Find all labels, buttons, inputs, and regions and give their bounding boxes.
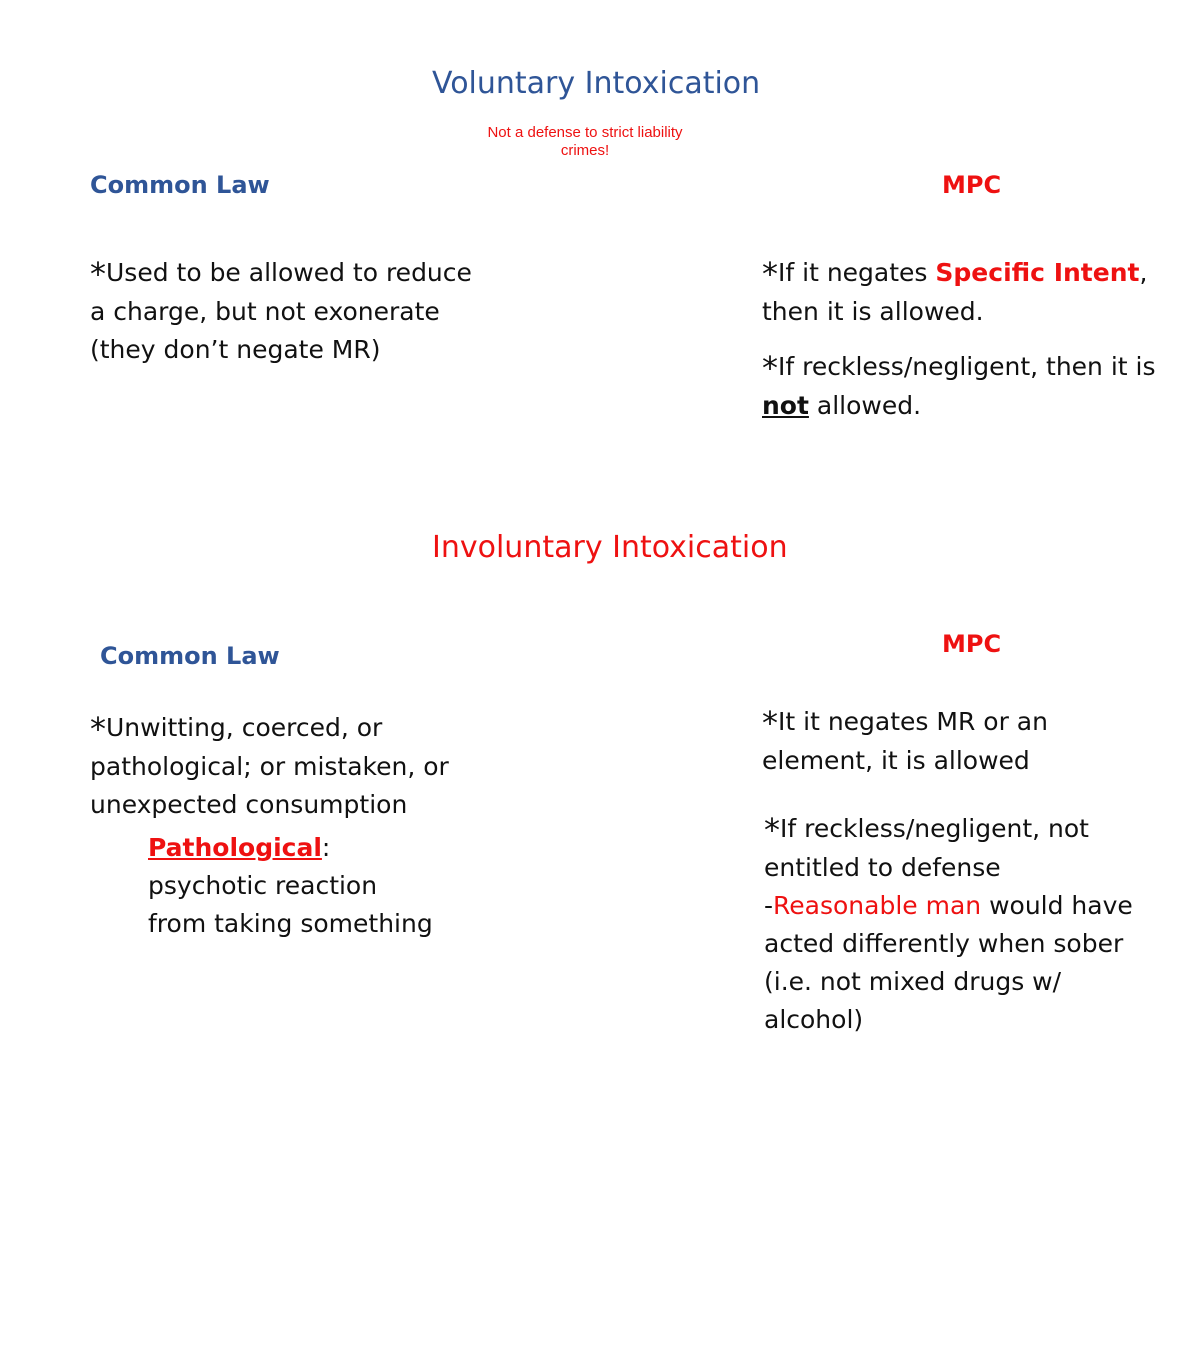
pathological-term: Pathological: [148, 833, 322, 862]
body-line: pathological; or mistaken, or: [90, 752, 449, 781]
voluntary-mpc-item-2: [762, 348, 1192, 425]
not-emphasis: not: [762, 391, 809, 420]
body-line: Used to be allowed to reduce: [106, 258, 472, 287]
colon: :: [321, 833, 331, 862]
body-line: If it negates: [778, 258, 936, 287]
body-line: psychotic reaction: [148, 871, 378, 900]
body-line: entitled to defense: [764, 853, 1001, 882]
note-line-1: Not a defense to strict liability: [487, 124, 683, 141]
voluntary-common-law-body: [90, 254, 472, 369]
strict-liability-note: [460, 124, 710, 160]
voluntary-title: Voluntary Intoxication: [432, 66, 761, 101]
body-line: Unwitting, coerced, or: [106, 713, 383, 742]
body-line: (they don’t negate MR): [90, 335, 381, 364]
body-line: would have: [981, 891, 1133, 920]
bullet-star: *: [762, 704, 778, 742]
bullet-star: *: [762, 255, 778, 293]
body-line: then it is allowed.: [762, 297, 984, 326]
voluntary-mpc-item-1: [762, 254, 1192, 331]
involuntary-common-law-body: [90, 709, 449, 824]
body-line: acted differently when sober: [764, 929, 1124, 958]
bullet-star: *: [762, 349, 778, 387]
involuntary-mpc-heading: MPC: [942, 630, 1002, 658]
pathological-definition: [148, 829, 433, 943]
bullet-star: *: [764, 811, 780, 849]
bullet-star: *: [90, 255, 106, 293]
body-line: from taking something: [148, 909, 433, 938]
body-line: If reckless/negligent, then it is: [778, 352, 1156, 381]
body-line: (i.e. not mixed drugs w/: [764, 967, 1062, 996]
comma: ,: [1139, 258, 1148, 287]
body-line: alcohol): [764, 1005, 864, 1034]
body-line: If reckless/negligent, not: [780, 814, 1089, 843]
body-line: a charge, but not exonerate: [90, 297, 440, 326]
body-line: unexpected consumption: [90, 790, 408, 819]
involuntary-mpc-item-2: [764, 810, 1194, 1039]
involuntary-mpc-item-1: [762, 703, 1192, 780]
involuntary-common-law-heading: Common Law: [100, 642, 280, 670]
reasonable-man-emphasis: Reasonable man: [773, 891, 982, 920]
involuntary-title: Involuntary Intoxication: [432, 530, 788, 565]
body-line: element, it is allowed: [762, 746, 1030, 775]
bullet-star: *: [90, 710, 106, 748]
body-line: It it negates MR or an: [778, 707, 1048, 736]
voluntary-common-law-heading: Common Law: [90, 171, 270, 199]
voluntary-mpc-heading: MPC: [942, 171, 1002, 199]
specific-intent-emphasis: Specific Intent: [935, 258, 1140, 287]
body-line: allowed.: [808, 391, 922, 420]
note-line-2: crimes!: [560, 142, 610, 159]
dash: -: [764, 891, 774, 920]
